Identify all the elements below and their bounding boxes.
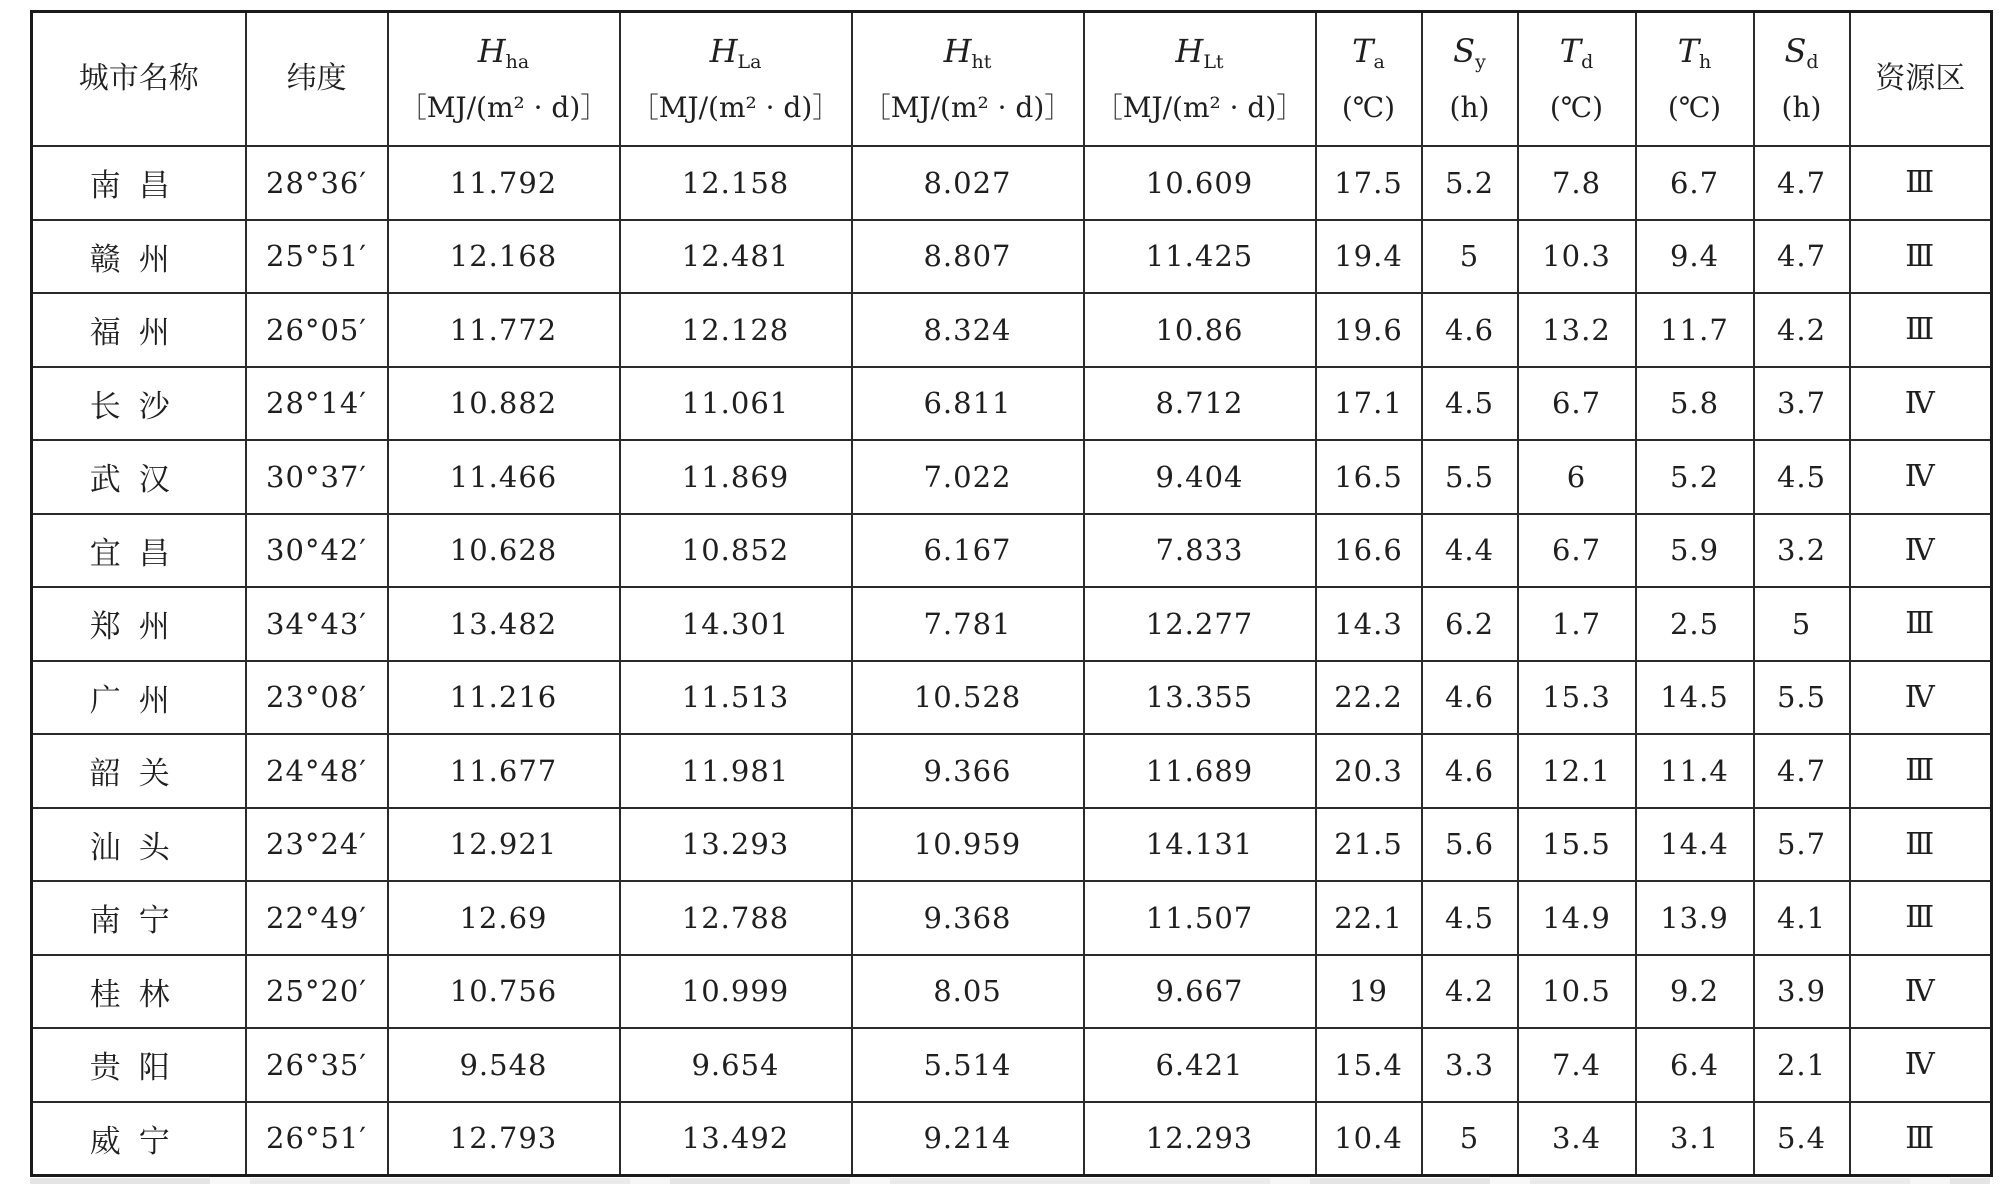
header-t-a bbox=[1316, 12, 1422, 147]
cell-h-lt: 11.425 bbox=[1084, 220, 1316, 294]
cell-latitude: 28°14′ bbox=[246, 367, 388, 441]
header-h-ha bbox=[388, 12, 620, 147]
header-unit: (h) bbox=[1449, 90, 1490, 124]
header-symbol: T bbox=[1677, 31, 1700, 70]
cell-h-ha: 10.882 bbox=[388, 367, 620, 441]
table-row bbox=[32, 367, 1992, 441]
cell-h-lt: 9.667 bbox=[1084, 955, 1316, 1029]
cell-h-ha: 11.772 bbox=[388, 293, 620, 367]
cell-h-la: 12.481 bbox=[620, 220, 852, 294]
cell-s-d: 4.5 bbox=[1754, 440, 1850, 514]
cell-t-d: 12.1 bbox=[1518, 734, 1636, 808]
cell-t-d: 3.4 bbox=[1518, 1102, 1636, 1176]
header-latitude: 纬度 bbox=[246, 12, 388, 147]
header-symbol: H bbox=[943, 31, 972, 70]
cell-region: Ⅳ bbox=[1850, 955, 1992, 1029]
table-row bbox=[32, 440, 1992, 514]
cell-s-y: 4.6 bbox=[1422, 293, 1518, 367]
table-row bbox=[32, 514, 1992, 588]
cell-city: 汕头 bbox=[32, 808, 246, 882]
cell-s-y: 5 bbox=[1422, 220, 1518, 294]
cell-h-lt: 10.609 bbox=[1084, 146, 1316, 220]
cell-s-y: 3.3 bbox=[1422, 1028, 1518, 1102]
cell-h-ha: 12.793 bbox=[388, 1102, 620, 1176]
cell-city: 福州 bbox=[32, 293, 246, 367]
header-unit: (℃) bbox=[1667, 90, 1722, 124]
cell-region: Ⅲ bbox=[1850, 293, 1992, 367]
cell-s-y: 4.6 bbox=[1422, 734, 1518, 808]
cell-h-la: 10.852 bbox=[620, 514, 852, 588]
header-subscript: y bbox=[1475, 50, 1486, 73]
cell-h-lt: 13.355 bbox=[1084, 661, 1316, 735]
header-symbol: H bbox=[709, 31, 738, 70]
cell-city: 武汉 bbox=[32, 440, 246, 514]
cell-s-d: 2.1 bbox=[1754, 1028, 1850, 1102]
cell-latitude: 25°51′ bbox=[246, 220, 388, 294]
cell-h-ht: 6.811 bbox=[852, 367, 1084, 441]
solar-resource-table bbox=[30, 10, 1993, 1177]
cell-h-ha: 11.677 bbox=[388, 734, 620, 808]
table-row bbox=[32, 1102, 1992, 1176]
header-symbol: T bbox=[1352, 31, 1374, 70]
cell-h-ht: 7.781 bbox=[852, 587, 1084, 661]
cell-t-h: 5.9 bbox=[1636, 514, 1754, 588]
cell-s-y: 4.6 bbox=[1422, 661, 1518, 735]
cell-h-ht: 10.528 bbox=[852, 661, 1084, 735]
cell-t-a: 19.6 bbox=[1316, 293, 1422, 367]
cell-region: Ⅲ bbox=[1850, 881, 1992, 955]
cell-s-y: 5.5 bbox=[1422, 440, 1518, 514]
cell-t-a: 15.4 bbox=[1316, 1028, 1422, 1102]
cell-region: Ⅲ bbox=[1850, 734, 1992, 808]
cell-h-lt: 12.293 bbox=[1084, 1102, 1316, 1176]
cell-latitude: 34°43′ bbox=[246, 587, 388, 661]
cell-t-d: 7.8 bbox=[1518, 146, 1636, 220]
cell-t-h: 11.4 bbox=[1636, 734, 1754, 808]
header-t-d bbox=[1518, 12, 1636, 147]
cell-h-ha: 10.756 bbox=[388, 955, 620, 1029]
table-row bbox=[32, 734, 1992, 808]
table-row bbox=[32, 587, 1992, 661]
cell-city: 广州 bbox=[32, 661, 246, 735]
cell-region: Ⅲ bbox=[1850, 220, 1992, 294]
cell-h-la: 9.654 bbox=[620, 1028, 852, 1102]
cell-s-y: 5 bbox=[1422, 1102, 1518, 1176]
table-body bbox=[32, 146, 1992, 1176]
header-s-d bbox=[1754, 12, 1850, 147]
cell-city: 南昌 bbox=[32, 146, 246, 220]
cell-h-la: 12.158 bbox=[620, 146, 852, 220]
cell-h-la: 12.128 bbox=[620, 293, 852, 367]
header-subscript: ha bbox=[505, 50, 530, 73]
cell-s-d: 4.2 bbox=[1754, 293, 1850, 367]
cell-h-lt: 11.689 bbox=[1084, 734, 1316, 808]
header-unit: (℃) bbox=[1549, 90, 1604, 124]
cell-region: Ⅳ bbox=[1850, 367, 1992, 441]
header-unit: ［MJ/(m² · d)］ bbox=[1094, 90, 1305, 124]
cell-region: Ⅳ bbox=[1850, 1028, 1992, 1102]
table-row bbox=[32, 955, 1992, 1029]
cell-h-ha: 12.69 bbox=[388, 881, 620, 955]
cell-h-la: 11.513 bbox=[620, 661, 852, 735]
cell-t-h: 13.9 bbox=[1636, 881, 1754, 955]
header-symbol: T bbox=[1559, 31, 1582, 70]
cell-h-ha: 11.216 bbox=[388, 661, 620, 735]
cell-s-y: 4.2 bbox=[1422, 955, 1518, 1029]
cell-s-d: 3.9 bbox=[1754, 955, 1850, 1029]
table-row bbox=[32, 1028, 1992, 1102]
header-row bbox=[32, 12, 1992, 147]
cell-h-ht: 8.027 bbox=[852, 146, 1084, 220]
cell-latitude: 30°37′ bbox=[246, 440, 388, 514]
cell-t-h: 14.5 bbox=[1636, 661, 1754, 735]
cell-city: 宜昌 bbox=[32, 514, 246, 588]
table-row bbox=[32, 808, 1992, 882]
cell-h-ha: 11.792 bbox=[388, 146, 620, 220]
cell-h-lt: 10.86 bbox=[1084, 293, 1316, 367]
cell-city: 韶关 bbox=[32, 734, 246, 808]
cell-h-lt: 14.131 bbox=[1084, 808, 1316, 882]
cell-region: Ⅲ bbox=[1850, 1102, 1992, 1176]
cell-t-d: 6 bbox=[1518, 440, 1636, 514]
cell-h-ha: 11.466 bbox=[388, 440, 620, 514]
cell-s-d: 3.2 bbox=[1754, 514, 1850, 588]
cell-s-y: 6.2 bbox=[1422, 587, 1518, 661]
cell-t-h: 2.5 bbox=[1636, 587, 1754, 661]
header-unit: (℃) bbox=[1341, 90, 1396, 124]
cell-t-d: 15.5 bbox=[1518, 808, 1636, 882]
cell-h-lt: 6.421 bbox=[1084, 1028, 1316, 1102]
header-unit: (h) bbox=[1781, 90, 1822, 124]
cell-region: Ⅲ bbox=[1850, 146, 1992, 220]
header-h-lt bbox=[1084, 12, 1316, 147]
header-h-ht bbox=[852, 12, 1084, 147]
cell-h-ht: 10.959 bbox=[852, 808, 1084, 882]
cell-latitude: 25°20′ bbox=[246, 955, 388, 1029]
header-subscript: Lt bbox=[1203, 50, 1224, 73]
cell-h-la: 11.869 bbox=[620, 440, 852, 514]
cell-h-lt: 11.507 bbox=[1084, 881, 1316, 955]
cell-h-la: 13.293 bbox=[620, 808, 852, 882]
cell-h-la: 11.981 bbox=[620, 734, 852, 808]
cell-s-y: 4.4 bbox=[1422, 514, 1518, 588]
cell-h-la: 10.999 bbox=[620, 955, 852, 1029]
cell-t-a: 16.5 bbox=[1316, 440, 1422, 514]
cell-latitude: 22°49′ bbox=[246, 881, 388, 955]
header-unit: ［MJ/(m² · d)］ bbox=[862, 90, 1073, 124]
cell-h-ha: 9.548 bbox=[388, 1028, 620, 1102]
cell-s-y: 5.2 bbox=[1422, 146, 1518, 220]
cell-h-ha: 13.482 bbox=[388, 587, 620, 661]
header-s-y bbox=[1422, 12, 1518, 147]
cell-t-d: 6.7 bbox=[1518, 514, 1636, 588]
cell-h-ht: 6.167 bbox=[852, 514, 1084, 588]
header-subscript: ht bbox=[971, 50, 992, 73]
cell-latitude: 26°05′ bbox=[246, 293, 388, 367]
table-row bbox=[32, 661, 1992, 735]
header-subscript: d bbox=[1581, 50, 1594, 73]
cell-latitude: 30°42′ bbox=[246, 514, 388, 588]
cell-region: Ⅲ bbox=[1850, 808, 1992, 882]
cell-t-h: 3.1 bbox=[1636, 1102, 1754, 1176]
cell-s-d: 4.7 bbox=[1754, 146, 1850, 220]
cell-t-d: 6.7 bbox=[1518, 367, 1636, 441]
cell-t-a: 16.6 bbox=[1316, 514, 1422, 588]
cell-t-h: 5.2 bbox=[1636, 440, 1754, 514]
cell-h-lt: 12.277 bbox=[1084, 587, 1316, 661]
header-symbol: S bbox=[1784, 31, 1807, 70]
header-subscript: La bbox=[737, 50, 762, 73]
cell-city: 郑州 bbox=[32, 587, 246, 661]
page-bottom-rule bbox=[30, 1178, 1990, 1184]
cell-s-d: 5.5 bbox=[1754, 661, 1850, 735]
cell-h-lt: 7.833 bbox=[1084, 514, 1316, 588]
cell-t-d: 13.2 bbox=[1518, 293, 1636, 367]
cell-city: 贵阳 bbox=[32, 1028, 246, 1102]
cell-s-d: 3.7 bbox=[1754, 367, 1850, 441]
header-subscript: h bbox=[1699, 50, 1712, 73]
cell-latitude: 26°35′ bbox=[246, 1028, 388, 1102]
data-table-container bbox=[30, 10, 1990, 1177]
header-city: 城市名称 bbox=[32, 12, 246, 147]
cell-h-la: 12.788 bbox=[620, 881, 852, 955]
cell-s-d: 4.7 bbox=[1754, 220, 1850, 294]
header-unit: ［MJ/(m² · d)］ bbox=[630, 90, 841, 124]
table-row bbox=[32, 881, 1992, 955]
table-row bbox=[32, 293, 1992, 367]
cell-latitude: 28°36′ bbox=[246, 146, 388, 220]
cell-h-la: 13.492 bbox=[620, 1102, 852, 1176]
cell-latitude: 23°24′ bbox=[246, 808, 388, 882]
table-row bbox=[32, 146, 1992, 220]
cell-region: Ⅳ bbox=[1850, 440, 1992, 514]
cell-s-d: 4.1 bbox=[1754, 881, 1850, 955]
cell-t-d: 10.3 bbox=[1518, 220, 1636, 294]
cell-latitude: 23°08′ bbox=[246, 661, 388, 735]
cell-t-a: 10.4 bbox=[1316, 1102, 1422, 1176]
cell-t-a: 19 bbox=[1316, 955, 1422, 1029]
header-t-h bbox=[1636, 12, 1754, 147]
cell-h-ht: 9.366 bbox=[852, 734, 1084, 808]
cell-t-h: 9.4 bbox=[1636, 220, 1754, 294]
cell-h-ha: 12.921 bbox=[388, 808, 620, 882]
cell-t-h: 6.7 bbox=[1636, 146, 1754, 220]
cell-h-la: 14.301 bbox=[620, 587, 852, 661]
cell-city: 桂林 bbox=[32, 955, 246, 1029]
cell-latitude: 24°48′ bbox=[246, 734, 388, 808]
cell-h-ht: 8.05 bbox=[852, 955, 1084, 1029]
cell-t-d: 10.5 bbox=[1518, 955, 1636, 1029]
cell-city: 赣州 bbox=[32, 220, 246, 294]
cell-t-h: 5.8 bbox=[1636, 367, 1754, 441]
cell-s-y: 4.5 bbox=[1422, 367, 1518, 441]
cell-h-ht: 8.324 bbox=[852, 293, 1084, 367]
header-symbol: S bbox=[1453, 31, 1476, 70]
cell-t-a: 19.4 bbox=[1316, 220, 1422, 294]
cell-t-d: 14.9 bbox=[1518, 881, 1636, 955]
cell-t-a: 21.5 bbox=[1316, 808, 1422, 882]
cell-s-y: 5.6 bbox=[1422, 808, 1518, 882]
cell-t-h: 14.4 bbox=[1636, 808, 1754, 882]
cell-latitude: 26°51′ bbox=[246, 1102, 388, 1176]
cell-h-ht: 9.214 bbox=[852, 1102, 1084, 1176]
cell-h-ht: 8.807 bbox=[852, 220, 1084, 294]
header-unit: ［MJ/(m² · d)］ bbox=[398, 90, 609, 124]
cell-s-d: 5 bbox=[1754, 587, 1850, 661]
cell-region: Ⅲ bbox=[1850, 587, 1992, 661]
cell-city: 威宁 bbox=[32, 1102, 246, 1176]
header-subscript: d bbox=[1806, 50, 1819, 73]
cell-h-la: 11.061 bbox=[620, 367, 852, 441]
cell-t-h: 6.4 bbox=[1636, 1028, 1754, 1102]
header-symbol: H bbox=[477, 31, 506, 70]
cell-s-d: 5.7 bbox=[1754, 808, 1850, 882]
cell-t-a: 14.3 bbox=[1316, 587, 1422, 661]
cell-t-d: 15.3 bbox=[1518, 661, 1636, 735]
cell-region: Ⅳ bbox=[1850, 514, 1992, 588]
cell-h-lt: 9.404 bbox=[1084, 440, 1316, 514]
cell-h-ha: 12.168 bbox=[388, 220, 620, 294]
cell-t-d: 7.4 bbox=[1518, 1028, 1636, 1102]
cell-t-h: 9.2 bbox=[1636, 955, 1754, 1029]
header-h-la bbox=[620, 12, 852, 147]
cell-h-ht: 5.514 bbox=[852, 1028, 1084, 1102]
cell-s-d: 4.7 bbox=[1754, 734, 1850, 808]
cell-region: Ⅳ bbox=[1850, 661, 1992, 735]
cell-h-lt: 8.712 bbox=[1084, 367, 1316, 441]
cell-city: 南宁 bbox=[32, 881, 246, 955]
header-subscript: a bbox=[1373, 50, 1385, 73]
cell-s-d: 5.4 bbox=[1754, 1102, 1850, 1176]
cell-t-a: 20.3 bbox=[1316, 734, 1422, 808]
cell-t-a: 17.5 bbox=[1316, 146, 1422, 220]
cell-h-ht: 7.022 bbox=[852, 440, 1084, 514]
cell-h-ht: 9.368 bbox=[852, 881, 1084, 955]
table-row bbox=[32, 220, 1992, 294]
header-region: 资源区 bbox=[1850, 12, 1992, 147]
cell-city: 长沙 bbox=[32, 367, 246, 441]
cell-t-h: 11.7 bbox=[1636, 293, 1754, 367]
cell-t-a: 22.1 bbox=[1316, 881, 1422, 955]
cell-t-d: 1.7 bbox=[1518, 587, 1636, 661]
cell-s-y: 4.5 bbox=[1422, 881, 1518, 955]
cell-t-a: 22.2 bbox=[1316, 661, 1422, 735]
cell-h-ha: 10.628 bbox=[388, 514, 620, 588]
cell-t-a: 17.1 bbox=[1316, 367, 1422, 441]
header-symbol: H bbox=[1175, 31, 1204, 70]
